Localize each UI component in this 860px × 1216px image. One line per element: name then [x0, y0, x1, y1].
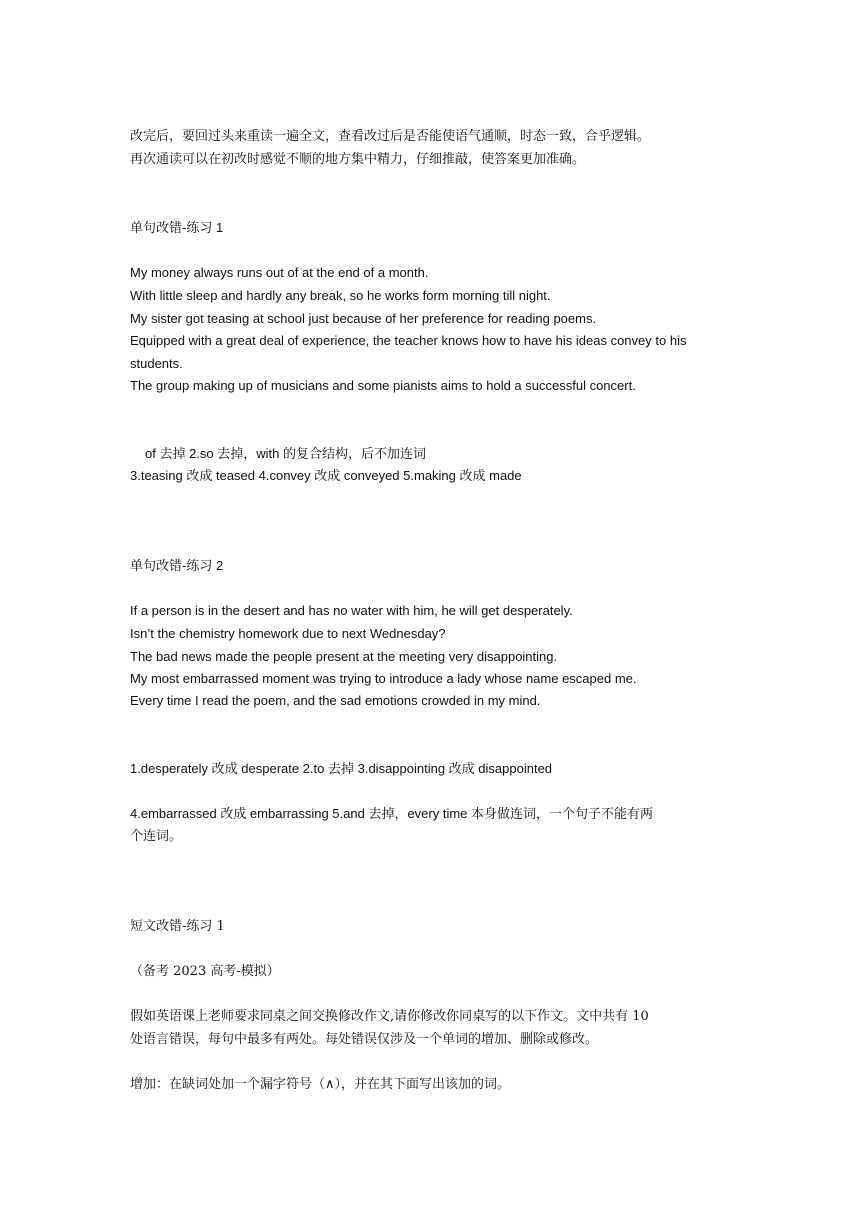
exercise-2-answer-line-2: 4.embarrassed 改成 embarrassing 5.and 去掉，every time 本身做连词，一个句子不能有两 — [130, 806, 654, 821]
exercise-1-answer-line-2: 3.teasing 改成 teased 4.convey 改成 conveyed 5.making 改成 made — [130, 468, 522, 483]
exercise-2-sentence: If a person is in the desert and has no water with him, he will get desperately. — [130, 603, 573, 618]
intro-line-1: 改完后，要回过头来重读一遍全文，查看改过后是否能使语气通顺，时态一致，合乎逻辑。 — [130, 129, 651, 144]
exercise-2-sentence: My most embarrassed moment was trying to introduce a lady whose name escaped me. — [130, 671, 637, 686]
exercise-2-sentence: Every time I read the poem, and the sad emotions crowded in my mind. — [130, 693, 541, 708]
exercise-1-sentence: students. — [130, 356, 183, 371]
exercise-1-sentence: My money always runs out of at the end of a month. — [130, 265, 429, 280]
exercise-3-instructions-line-3: 增加：在缺词处加一个漏字符号（∧），并在其下面写出该加的词。 — [130, 1077, 511, 1092]
exercise-3-instructions-line-2: 处语言错误，每句中最多有两处。每处错误仅涉及一个单词的增加、删除或修改。 — [130, 1032, 599, 1047]
exercise-2-answer-line-1: 1.desperately 改成 desperate 2.to 去掉 3.disappointing 改成 disappointed — [130, 761, 553, 776]
exercise-1-sentence: My sister got teasing at school just because of her preference for reading poems. — [130, 311, 597, 326]
exercise-1-answer-line-1: of 去掉 2.so 去掉，with 的复合结构，后不加连词 — [145, 446, 426, 461]
intro-line-2: 再次通读可以在初改时感觉不顺的地方集中精力，仔细推敲，使答案更加准确。 — [130, 152, 586, 167]
exercise-2-heading: 单句改错-练习 2 — [130, 558, 224, 573]
exercise-1-sentence: Equipped with a great deal of experience, the teacher knows how to have his ideas convey to his — [130, 333, 687, 348]
exercise-1-heading: 单句改错-练习 1 — [130, 220, 224, 235]
exercise-3-heading: 短文改错-练习 1 — [130, 919, 225, 934]
exercise-2-sentence: The bad news made the people present at the meeting very disappointing. — [130, 649, 558, 664]
exercise-1-sentence: With little sleep and hardly any break, so he works form morning till night. — [130, 288, 551, 303]
exercise-2-sentence: Isn’t the chemistry homework due to next Wednesday? — [130, 626, 446, 641]
exercise-3-source: （备考 2023 高考-模拟） — [130, 964, 280, 979]
exercise-3-instructions-line-1: 假如英语课上老师要求同桌之间交换修改作文,请你修改你同桌写的以下作文。文中共有 10 — [130, 1009, 649, 1024]
exercise-2-answer-line-3: 个连词。 — [130, 829, 183, 844]
exercise-1-sentence: The group making up of musicians and some pianists aims to hold a successful concert. — [130, 378, 636, 393]
